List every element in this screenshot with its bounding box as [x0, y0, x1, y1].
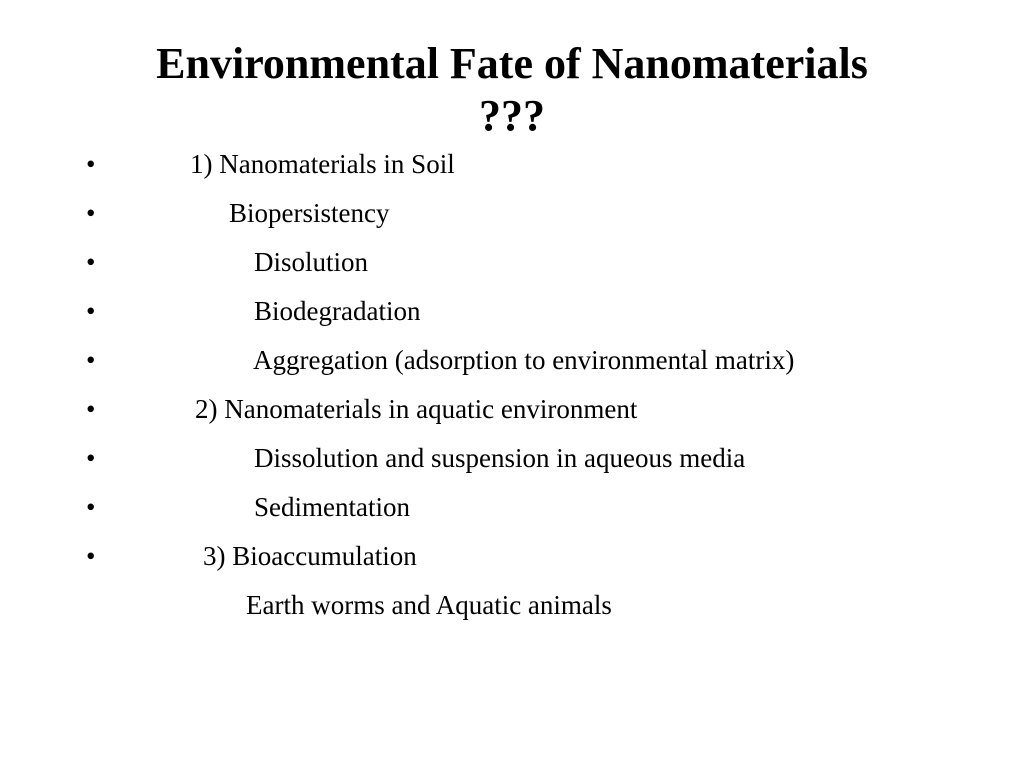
list-item-text: 1) Nanomaterials in Soil [190, 149, 455, 179]
bullet-icon: • [86, 443, 96, 473]
list-item-text: Dissolution and suspension in aqueous media [254, 443, 746, 473]
list-item-text: 2) Nanomaterials in aquatic environment [195, 394, 638, 424]
list-item [0, 581, 1024, 630]
list-item [0, 532, 1024, 581]
bullet-icon: • [86, 149, 96, 179]
list-item-text: Disolution [254, 247, 369, 277]
list-item [0, 336, 1024, 385]
slide-title [0, 38, 1024, 142]
list-item [0, 385, 1024, 434]
list-item [0, 189, 1024, 238]
list-item [0, 140, 1024, 189]
bullet-icon: • [86, 247, 96, 277]
slide-title-line-1: Environmental Fate of Nanomaterials [156, 39, 868, 88]
list-item [0, 287, 1024, 336]
list-item-text: Earth worms and Aquatic animals [246, 590, 612, 620]
list-item [0, 483, 1024, 532]
bullet-icon: • [86, 345, 96, 375]
list-item-text: 3) Bioaccumulation [203, 541, 417, 571]
list-item-text: Aggregation (adsorption to environmental matrix) [253, 345, 795, 375]
bullet-icon: • [86, 394, 96, 424]
list-item-text: Biopersistency [229, 198, 390, 228]
bullet-icon: • [86, 198, 96, 228]
bullet-icon: • [86, 492, 96, 522]
list-item [0, 238, 1024, 287]
bullet-icon: • [86, 296, 96, 326]
list-item [0, 434, 1024, 483]
slide-title-line-2: ??? [479, 91, 545, 140]
list-item-text: Sedimentation [254, 492, 410, 522]
list-item-text: Biodegradation [254, 296, 421, 326]
bullet-list [0, 140, 1024, 630]
bullet-icon: • [86, 541, 96, 571]
